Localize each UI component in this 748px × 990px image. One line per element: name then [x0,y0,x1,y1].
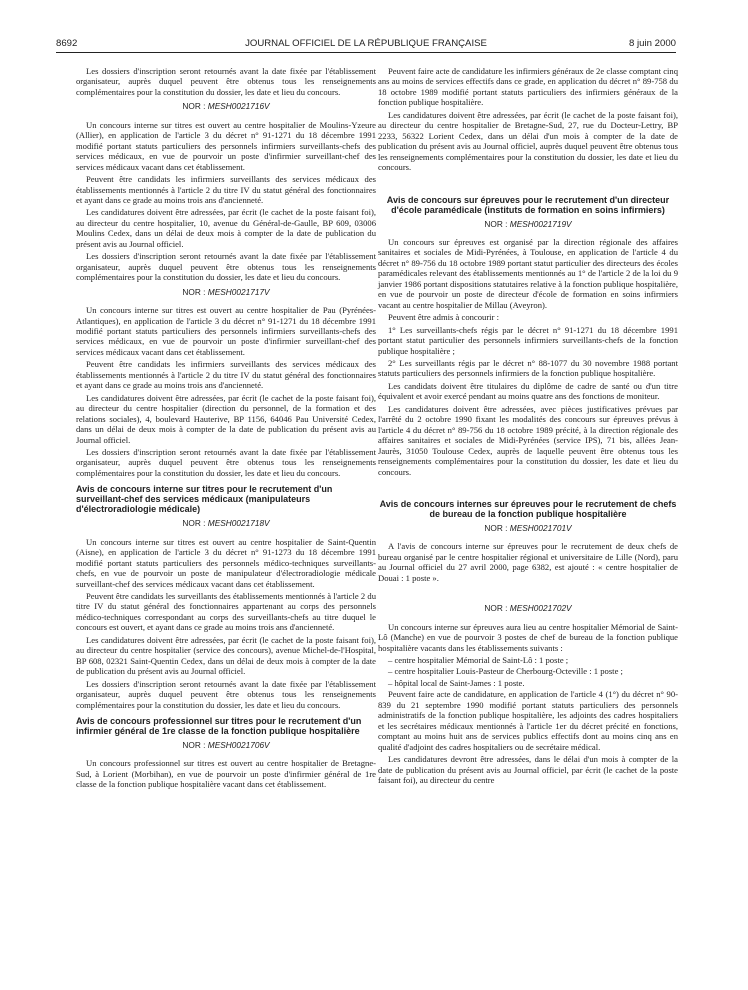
nor-label: NOR : [182,101,206,112]
left-column [76,66,376,792]
paragraph: Les dossiers d'inscription seront retournés avant la date fixée par l'établissement organisateur, auprès duquel peuvent être obtenus tous les renseignements complémentaires pour la constitution du dossier, les date et lieu du concours. [76,446,376,478]
page-header [56,38,676,52]
nor-reference [76,287,376,297]
list-item: – centre hospitalier Louis-Pasteur de Cherbourg-Octeville : 1 poste ; [388,666,623,677]
paragraph: Peuvent faire acte de candidature, en application de l'article 4 (1°) du décret n° 90-839 du 21 septembre 1990 modifié portant statuts particuliers des personnels administratifs de la fonction publique hospitalière, les adjoints des cadres hospitaliers et les secrétaires médicaux mentionnés à l'article 1er du décret précité en fonctions, comptant au moins huit ans de services publics effectifs dont au moins cinq ans en qualité d'adjoint des cadres hospitaliers ou de secrétaire médical. [378,689,678,752]
nor-label: NOR : [182,518,206,529]
paragraph: Peuvent être candidats les infirmiers surveillants des services médicaux des établissements mentionnés à l'article 2 du titre IV du statut général des fonctionnaires et ayant dans ce grade au moins trois ans d'ancienneté. [76,174,376,205]
paragraph: Un concours interne sur titres est ouvert au centre hospitalier de Moulins-Yzeure (Allier), en application de l'article 3 du décret n° 91-1271 du 18 décembre 1991 modifié portant statuts particuliers des personnels infirmiers surveillants-chefs des services médicaux, en vue de pourvoir un poste d'infirmier surveillant-chef des services médicaux vacant dans cet établissement. [76,119,376,172]
nor-id: MESH0021717V [207,286,270,297]
nor-id: MESH0021718V [207,518,270,529]
paragraph: 1° Les surveillants-chefs régis par le décret n° 91-1271 du 18 décembre 1991 portant statut particulier des personnels infirmiers surveillants-chefs de la fonction publique hospitalière ; [378,324,678,356]
nor-label: NOR : [484,218,508,229]
section-heading: Avis de concours sur épreuves pour le recrutement d'un directeur d'école paramédicale (instituts de formation en soins infirmiers) [386,194,670,215]
right-column [378,66,678,787]
header-rule [56,52,676,53]
section-heading: Avis de concours interne sur titres pour le recrutement d'un surveillant-chef des services médicaux (manipulateurs d'électroradiologie médicale) [76,484,333,515]
paragraph: Les candidatures doivent être adressées, par écrit (le cachet de la poste faisant foi), au directeur du centre hospitalier (direction du personnel, de la formation et des relations sociales), 4, boulevard Hauterive, BP 1156, 64046 Pau Université Cedex, dans un délai de deux mois à compter de la date de publication du présent avis au Journal officiel. [76,392,376,445]
list-item: – centre hospitalier Mémorial de Saint-Lô : 1 poste ; [388,655,569,666]
paragraph: Les dossiers d'inscription seront retournés avant la date fixée par l'établissement organisateur, auprès duquel peuvent être obtenus tous les renseignements complémentaires pour la constitution du dossier, les date et lieu du concours. [76,678,376,710]
paragraph: Peuvent être admis à concourir : [388,312,499,323]
paragraph: Les dossiers d'inscription seront retournés avant la date fixée par l'établissement organisateur, auprès duquel peuvent être obtenus tous les renseignements complémentaires pour la constitution du dossier, les date et lieu du concours. [76,251,376,283]
page-number: 8692 [56,38,78,49]
paragraph: Un concours interne sur titres est ouvert au centre hospitalier de Saint-Quentin (Aisne), en application de l'article 3 du décret n° 91-1273 du 18 décembre 1991 modifié portant statuts particuliers des personnels médico-techniques surveillants-chefs, en vue de pourvoir un poste de manipulateur d'électroradiologie médicale surveillant-chef des services médicaux vacant dans cet établissement. [76,536,376,589]
nor-label: NOR : [484,522,508,533]
section-heading: Avis de concours professionnel sur titres pour le recrutement d'un infirmier général de 1re classe de la fonction publique hospitalière [76,716,362,737]
journal-title: JOURNAL OFFICIEL DE LA RÉPUBLIQUE FRANÇAISE [245,38,487,49]
nor-id: MESH0021719V [509,218,572,229]
nor-label: NOR : [182,286,206,297]
paragraph: Les candidatures doivent être adressées, par écrit (le cachet de la poste faisant foi), au directeur du centre hospitalier (service des concours), avenue Michel-de-l'Hospital, BP 608, 02321 Saint-Quentin Cedex, dans un délai de deux mois à compter de la date de publication du présent avis au Journal officiel. [76,634,376,677]
publication-date: 8 juin 2000 [629,38,676,49]
paragraph: Un concours interne sur titres est ouvert au centre hospitalier de Pau (Pyrénées-Atlantiques), en application de l'article 3 du décret n° 91-1271 du 18 décembre 1991 modifié portant statuts particuliers des personnels infirmiers surveillants-chefs des services médicaux, en vue de pourvoir un poste d'infirmier surveillant-chef des services médicaux vacant dans cet établissement. [76,305,376,357]
paragraph: Les candidatures doivent être adressées, avec pièces justificatives prévues par l'arrêté du 2 octobre 1990 fixant les modalités des concours sur épreuves prévus à l'article 4 du décret n° 89-756 du 18 octobre 1989 précité, à la direction régionale des affaires sanitaires et sociales de Midi-Pyrénées (service IPS), 71 bis, allées Jean-Jaurès, 31050 Toulouse Cedex, auprès de laquelle peuvent être obtenus tous les renseignements complémentaires pour la constitution du dossier, les date et lieu du concours. [378,403,678,477]
paragraph: A l'avis de concours interne sur épreuves pour le recrutement de deux chefs de bureau organisé par le centre hospitalier régional et universitaire de Lille (Nord), paru au Journal officiel du 27 avril 2000, page 6382, est ajouté : « centre hospitalier de Douai : 1 poste ». [378,541,678,583]
paragraph: Les candidatures devront être adressées, dans le délai d'un mois à compter de la date de publication du présent avis au Journal officiel, par écrit (le cachet de la poste faisant foi), au directeur du centre [378,754,678,786]
paragraph: Les dossiers d'inscription seront retournés avant la date fixée par l'établissement organisateur, auprès duquel peuvent être obtenus tous les renseignements complémentaires pour la constitution du dossier, les date et lieu du concours. [76,66,376,97]
paragraph: 2° Les surveillants régis par le décret n° 88-1077 du 30 novembre 1988 portant statuts particuliers des personnels infirmiers de la fonction publique hospitalière. [378,357,678,379]
nor-reference [76,101,376,111]
paragraph: Peuvent être candidats les surveillants des établissements mentionnés à l'article 2 du titre IV du statut général des fonctionnaires appartenant au corps des personnels médico-techniques correspondant au corps des surveillants-chefs au titre duquel le concours est ouvert, et ayant dans ce grade au moins trois ans d'ancienneté. [76,591,376,633]
paragraph: Les candidatures doivent être adressées, par écrit (le cachet de la poste faisant foi), au directeur du centre hospitalier, 10, avenue du Général-de-Gaulle, BP 609, 03006 Moulins Cedex, dans un délai de deux mois à compter de la date de publication du présent avis au Journal officiel. [76,207,376,249]
nor-label: NOR : [182,740,206,751]
paragraph: Un concours professionnel sur titres est ouvert au centre hospitalier de Bretagne-Sud, à Lorient (Morbihan), en vue de pourvoir un poste d'infirmier général de 1re classe de la fonction publique hospitalière vacant dans cet établissement. [76,758,376,790]
paragraph: Un concours sur épreuves est organisé par la direction régionale des affaires sanitaires et sociales de Midi-Pyrénées, à Toulouse, en application de l'article 4 du décret n° 89-756 du 18 octobre 1989 portant statut particulier des directeurs des écoles paramédicales relevant des établissements mentionnés au 1° de l'article 2 de la loi du 9 janvier 1986 portant dispositions statutaires relative à la fonction publique hospitalière, en vue de pourvoir un poste de directeur d'école de formation en soins infirmiers vacant au centre hospitalier de Millau (Aveyron). [378,236,678,310]
paragraph: Les candidatures doivent être adressées, par écrit (le cachet de la poste faisant foi), au directeur du centre hospitalier de Bretagne-Sud, 27, rue du Docteur-Lettry, BP 2233, 56322 Lorient Cedex, dans un délai d'un mois à compter de la date de publication du présent avis au Journal officiel, auprès duquel peuvent être obtenus tous les renseignements complémentaires pour la constitution du dossier, les date et lieu du concours. [378,109,678,173]
nor-id: MESH0021716V [207,101,270,112]
paragraph: Peuvent faire acte de candidature les infirmiers généraux de 2e classe comptant cinq ans au moins de services effectifs dans ce grade, en application du décret n° 89-758 du 18 octobre 1989 modifié portant statuts particuliers des infirmiers généraux de la fonction publique hospitalière. [378,66,678,108]
paragraph: Les candidats doivent être titulaires du diplôme de cadre de santé ou d'un titre équivalent et avoir exercé pendant au moins quatre ans des fonctions de moniteur. [378,380,678,402]
nor-reference [378,523,678,533]
paragraph: Un concours interne sur épreuves aura lieu au centre hospitalier Mémorial de Saint-Lô (Manche) en vue de pourvoir 3 postes de chef de bureau de la fonction publique hospitalière vacants dans les établissements suivants : [378,621,678,653]
nor-id: MESH0021702V [509,603,572,614]
list-item: – hôpital local de Saint-James : 1 poste. [388,677,525,688]
nor-label: NOR : [484,603,508,614]
nor-reference [378,603,678,613]
section-heading: Avis de concours internes sur épreuves pour le recrutement de chefs de bureau de la fonction publique hospitalière [379,498,677,519]
nor-id: MESH0021701V [509,522,572,533]
nor-reference [76,740,376,750]
nor-reference [378,219,678,229]
nor-reference [76,518,376,528]
nor-id: MESH0021706V [207,740,270,751]
paragraph: Peuvent être candidats les infirmiers surveillants des services médicaux des établissements mentionnés à l'article 2 du titre IV du statut général des fonctionnaires et ayant dans ce grade au moins trois ans d'ancienneté. [76,359,376,391]
